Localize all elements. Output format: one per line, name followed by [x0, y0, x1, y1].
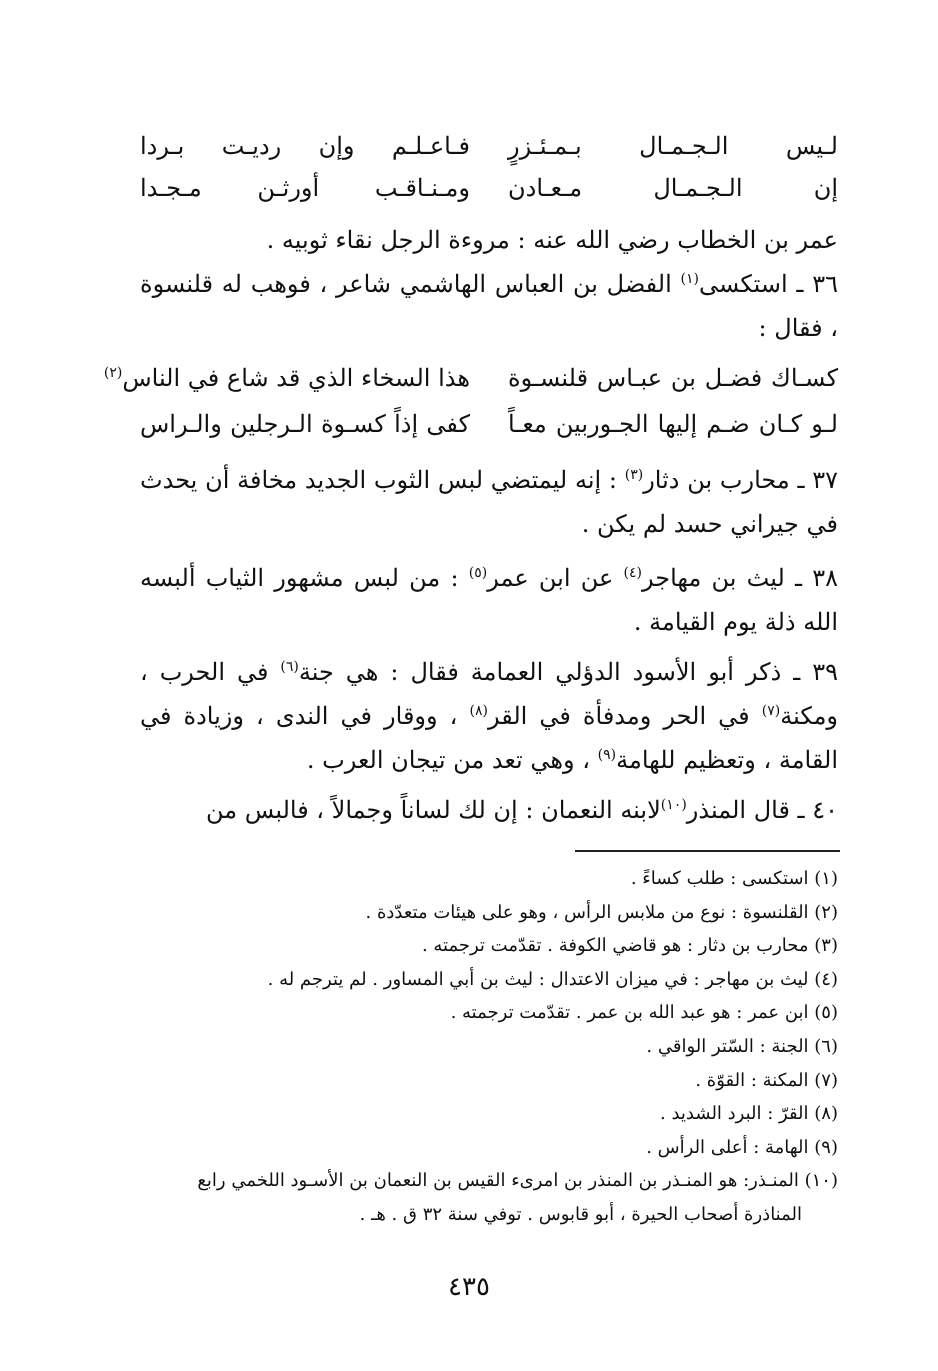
- paragraph-39: [140, 650, 838, 782]
- footnote: (٢) القلنسوة : نوع من ملابس الرأس ، وهو على هيئات متعدّدة .: [365, 901, 838, 923]
- paragraph-text: : من لبس مشهور الثياب ألبسه الله ذلة يوم القيامة .: [140, 564, 838, 636]
- footnote: (٣) محارب بن دثار : هو قاضي الكوفة . تقدّمت ترجمته .: [421, 935, 838, 957]
- paragraph-text: ٣٨ ـ ليث بن مهاجر: [641, 564, 838, 592]
- paragraph-36: [140, 262, 838, 350]
- paragraph-text: في الحر ومدفأة في القر: [487, 702, 762, 730]
- footnote-marker: (٧): [761, 703, 781, 719]
- footnote: (١) استكسى : طلب كساءً .: [630, 868, 838, 889]
- footnote-marker: (٤): [623, 565, 642, 581]
- paragraph-text: ٣٧ ـ محارب بن دثار: [643, 466, 838, 494]
- verse-text: هذا السخاء الذي قد شاع في الناس: [122, 364, 470, 392]
- footnote-marker: (٣): [624, 467, 644, 483]
- paragraph-38: [140, 556, 838, 644]
- footnote: (٥) ابن عمر : هو عبد الله بن عمر . تقدّمت ترجمته .: [450, 1002, 838, 1024]
- footnote-continuation: المناذرة أصحاب الحيرة ، أبو قابوس . توفي سنة ٣٢ ق . هـ .: [359, 1203, 802, 1225]
- paragraph-text: عن ابن عمر: [487, 564, 624, 592]
- footnote-marker: (٥): [468, 565, 488, 581]
- verse-line: [103, 358, 838, 398]
- paragraph-omar: [140, 218, 838, 262]
- verse-line: [140, 404, 838, 444]
- verse-second-hemistich: فـاعـلـم وإن رديـت بـردا: [140, 132, 470, 160]
- paragraph-text: ، ووقار في الندى ، وزيادة في القامة ، وتعظيم للهامة: [140, 702, 838, 774]
- verse-second-hemistich: [103, 358, 470, 398]
- footnote-marker: (٦): [280, 659, 299, 675]
- verse-first-hemistich: كسـاك فضـل بن عبـاس قلنسـوة: [508, 364, 838, 392]
- footnote: (٨) القرّ : البرد الشديد .: [660, 1103, 838, 1125]
- footnote: (٦) الجنة : السّتر الواقي .: [646, 1035, 838, 1057]
- footnote-text: (١٠) المنـذر: هو المنـذر بن المنذر بن امرىء القيس بن النعمان بن الأسـود اللخمي رابع: [197, 1170, 838, 1192]
- paragraph-text: ٤٠ ـ قال المنذر: [686, 796, 838, 824]
- footnote: [140, 1164, 838, 1231]
- paragraph-text: عمر بن الخطاب رضي الله عنه : مروءة الرجل نقاء ثوبيه .: [266, 226, 838, 254]
- paragraph-text: ، وهي تعد من تيجان العرب .: [306, 746, 598, 774]
- footnote-marker: (٨): [469, 703, 488, 719]
- footnote-marker: (٢): [103, 365, 123, 381]
- footnote-marker: (٩): [597, 747, 617, 763]
- paragraph-text: ٣٩ ـ ذكر أبو الأسود الدؤلي العمامة فقال : هي جنة: [298, 658, 838, 686]
- page-number: ٤٣٥: [448, 1272, 490, 1302]
- verse-first-hemistich: لـيس الـجـمـال بـمـئـزرٍ: [508, 132, 838, 160]
- verse-first-hemistich: لـو كـان ضـم إليها الجـوربين معـاً: [508, 410, 838, 438]
- verse-first-hemistich: إن الـجـمـال مـعـادن: [508, 174, 838, 202]
- verse-line: [140, 168, 838, 208]
- footnote: (٧) المكنة : القوّة .: [695, 1069, 838, 1091]
- verse-second-hemistich: ومـنـاقـب أورثـن مـجـدا: [140, 174, 470, 202]
- footnotes: [140, 862, 838, 1232]
- paragraph-text: لابنه النعمان : إن لك لساناً وجمالاً ، فالبس من: [205, 796, 661, 824]
- paragraph-37: [140, 458, 838, 546]
- paragraph-text: ٣٦ ـ استكسى: [699, 270, 838, 298]
- footnote-separator: [575, 850, 840, 852]
- footnote: (٤) ليث بن مهاجر : في ميزان الاعتدال : ليث بن أبي المساور . لم يترجم له .: [267, 968, 838, 990]
- footnote: (٩) الهامة : أعلى الرأس .: [646, 1136, 838, 1158]
- paragraph-text: الفضل بن العباس الهاشمي شاعر ، فوهب له قلنسوة ، فقال :: [140, 270, 838, 342]
- paragraph-40: [140, 788, 838, 832]
- verse-second-hemistich: كفى إذاً كسـوة الـرجلين والـراس: [140, 410, 470, 438]
- footnote-marker: (١): [680, 271, 699, 287]
- verse-line: [140, 126, 838, 166]
- paragraph-text: : إنه ليمتضي لبس الثوب الجديد مخافة أن يحدث في جيراني حسد لم يكن .: [140, 466, 838, 538]
- footnote-marker: (١٠): [660, 797, 687, 813]
- paragraph-text: في الحرب ، ومكنة: [140, 658, 839, 730]
